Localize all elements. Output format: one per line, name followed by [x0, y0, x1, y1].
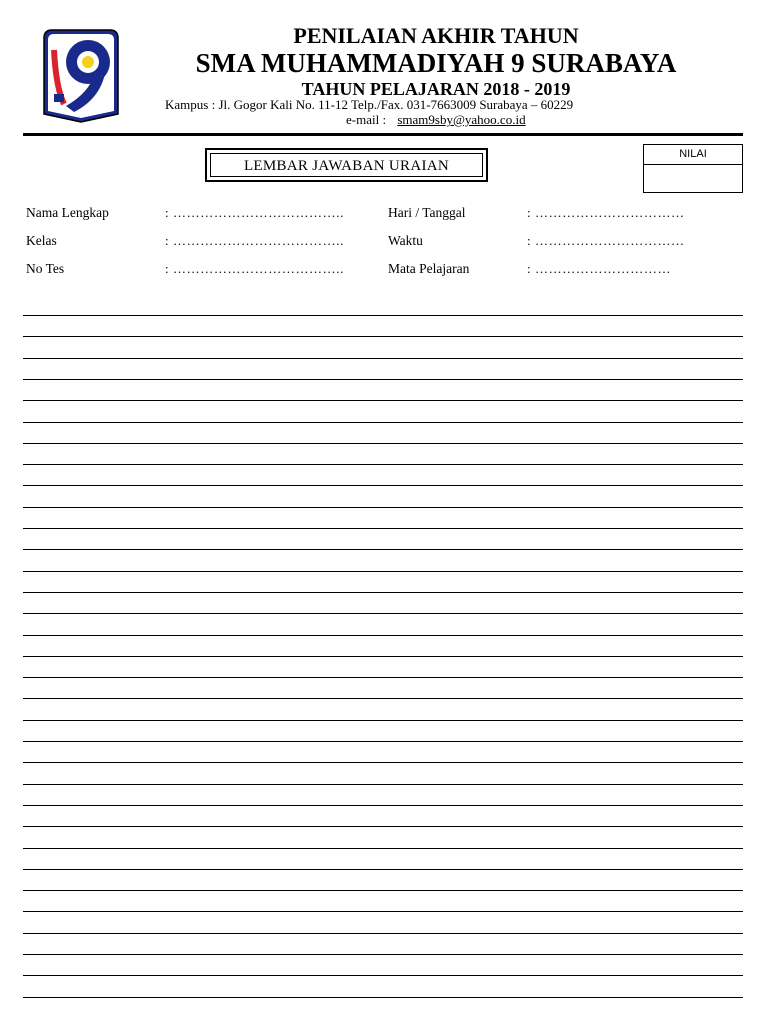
answer-line[interactable]	[23, 869, 743, 870]
subject-label: Mata Pelajaran	[388, 261, 470, 276]
answer-line[interactable]	[23, 762, 743, 763]
answer-line[interactable]	[23, 635, 743, 636]
answer-line[interactable]	[23, 336, 743, 337]
class-label: Kelas	[26, 233, 57, 248]
answer-line[interactable]	[23, 784, 743, 785]
answer-line[interactable]	[23, 358, 743, 359]
score-box	[643, 144, 743, 193]
answer-line[interactable]	[23, 805, 743, 806]
school-address: Kampus : Jl. Gogor Kali No. 11-12 Telp./Fax. 031-7663009 Surabaya – 60229	[165, 97, 574, 112]
name-field[interactable]: : ………………………………..	[165, 205, 344, 220]
class-field[interactable]: : ………………………………..	[165, 233, 344, 248]
answer-line[interactable]	[23, 422, 743, 423]
answer-line[interactable]	[23, 443, 743, 444]
answer-line[interactable]	[23, 464, 743, 465]
time-label: Waktu	[388, 233, 423, 248]
date-label: Hari / Tanggal	[388, 205, 466, 220]
answer-line[interactable]	[23, 890, 743, 891]
answer-line[interactable]	[23, 507, 743, 508]
answer-line[interactable]	[23, 954, 743, 955]
answer-line[interactable]	[23, 613, 743, 614]
score-field[interactable]	[644, 165, 742, 193]
answer-line[interactable]	[23, 997, 743, 998]
subject-field[interactable]: : …………………………	[527, 261, 672, 276]
answer-line[interactable]	[23, 677, 743, 678]
name-label: Nama Lengkap	[26, 205, 109, 220]
answer-line[interactable]	[23, 656, 743, 657]
test-number-field[interactable]: : ………………………………..	[165, 261, 344, 276]
date-field[interactable]: : ……………………………	[527, 205, 685, 220]
school-name: SMA MUHAMMADIYAH 9 SURABAYA	[195, 48, 677, 78]
answer-line[interactable]	[23, 698, 743, 699]
answer-line[interactable]	[23, 848, 743, 849]
answer-line[interactable]	[23, 549, 743, 550]
answer-line[interactable]	[23, 911, 743, 912]
answer-line[interactable]	[23, 315, 743, 316]
answer-line[interactable]	[23, 485, 743, 486]
score-label: NILAI	[644, 145, 742, 165]
answer-line[interactable]	[23, 975, 743, 976]
time-field[interactable]: : ……………………………	[527, 233, 685, 248]
answer-line[interactable]	[23, 933, 743, 934]
answer-line[interactable]	[23, 592, 743, 593]
test-number-label: No Tes	[26, 261, 65, 276]
answer-line[interactable]	[23, 571, 743, 572]
answer-line[interactable]	[23, 528, 743, 529]
answer-line[interactable]	[23, 741, 743, 742]
email-label: e-mail :	[346, 112, 387, 127]
exam-title: PENILAIAN AKHIR TAHUN	[293, 23, 579, 48]
academic-year: TAHUN PELAJARAN 2018 - 2019	[301, 79, 571, 99]
answer-sheet-title: LEMBAR JAWABAN URAIAN	[210, 153, 483, 177]
email-link[interactable]: smam9sby@yahoo.co.id	[397, 112, 526, 127]
header-divider	[23, 133, 743, 136]
answer-line[interactable]	[23, 826, 743, 827]
answer-line[interactable]	[23, 379, 743, 380]
answer-line[interactable]	[23, 720, 743, 721]
answer-sheet-title-box	[205, 148, 488, 182]
email-row	[346, 112, 526, 128]
answer-line[interactable]	[23, 400, 743, 401]
